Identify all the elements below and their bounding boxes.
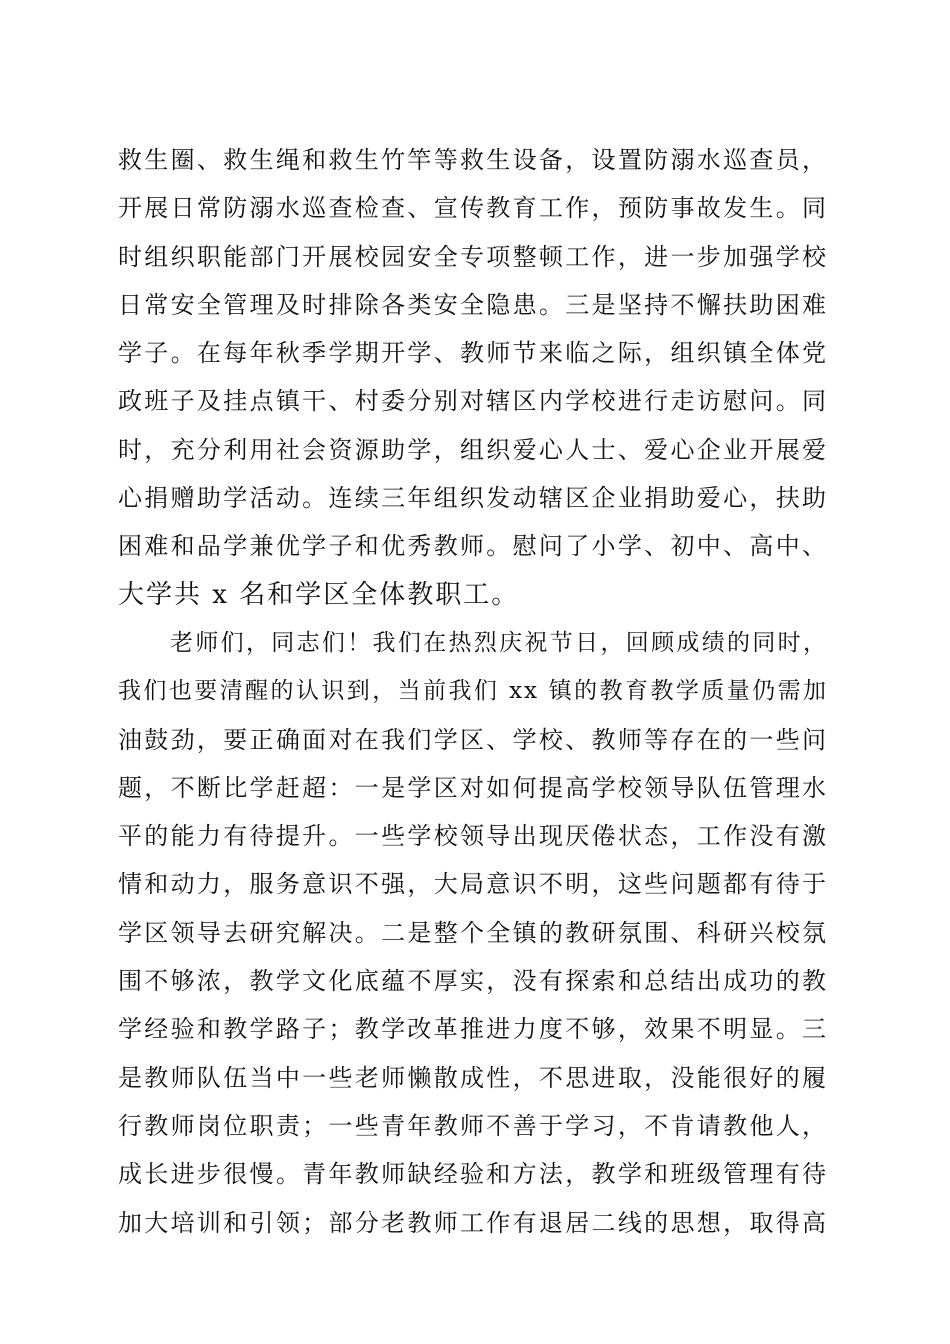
text-line: 救生圈、救生绳和救生竹竿等救生设备，设置防溺水巡查员， — [118, 146, 828, 174]
text-line: 是教师队伍当中一些老师懒散成性，不思进取，没能很好的履 — [118, 1063, 828, 1092]
text-line: 油鼓劲，要正确面对在我们学区、学校、教师等存在的一些问 — [118, 725, 828, 754]
text-line: 时，充分利用社会资源助学，组织爱心人士、爱心企业开展爱 — [118, 435, 828, 464]
text-line: 围不够浓，教学文化底蕴不厚实，没有探索和总结出成功的教 — [118, 967, 828, 996]
paragraph-1 — [118, 136, 828, 619]
text-line: 情和动力，服务意识不强，大局意识不明，这些问题都有待于 — [118, 870, 828, 899]
text-line: 老师们，同志们！我们在热烈庆祝节日，回顾成绩的同时， — [170, 629, 828, 656]
text-line: 加大培训和引领；部分老教师工作有退居二线的思想，取得高 — [118, 1208, 828, 1237]
text-line: 困难和品学兼优学子和优秀教师。慰问了小学、初中、高中、 — [118, 532, 828, 561]
text-line: 时组织职能部门开展校园安全专项整顿工作，进一步加强学校 — [118, 242, 828, 271]
paragraph-2 — [118, 619, 828, 1247]
text-line: 开展日常防溺水巡查检查、宣传教育工作，预防事故发生。同 — [118, 194, 828, 223]
text-line: 成长进步很慢。青年教师缺经验和方法，教学和班级管理有待 — [118, 1160, 828, 1189]
text-line: 学子。在每年秋季学期开学、教师节来临之际，组织镇全体党 — [118, 339, 828, 368]
text-line: 日常安全管理及时排除各类安全隐患。三是坚持不懈扶助困难 — [118, 290, 828, 319]
text-line: 大学共 x 名和学区全体教职工。 — [118, 579, 520, 610]
document-body — [118, 136, 828, 1247]
text-line: 行教师岗位职责；一些青年教师不善于学习，不肯请教他人， — [118, 1111, 828, 1140]
text-line: 我们也要清醒的认识到，当前我们 xx 镇的教育教学质量仍需加 — [118, 678, 828, 705]
text-line: 学区领导去研究解决。二是整个全镇的教研氛围、科研兴校氛 — [118, 918, 828, 947]
text-line: 政班子及挂点镇干、村委分别对辖区内学校进行走访慰问。同 — [118, 387, 828, 416]
text-line: 心捐赠助学活动。连续三年组织发动辖区企业捐助爱心，扶助 — [118, 484, 828, 513]
text-line: 平的能力有待提升。一些学校领导出现厌倦状态，工作没有激 — [118, 822, 828, 851]
text-line: 学经验和教学路子；教学改革推进力度不够，效果不明显。三 — [118, 1015, 828, 1044]
text-line: 题，不断比学赶超：一是学区对如何提高学校领导队伍管理水 — [118, 773, 828, 802]
